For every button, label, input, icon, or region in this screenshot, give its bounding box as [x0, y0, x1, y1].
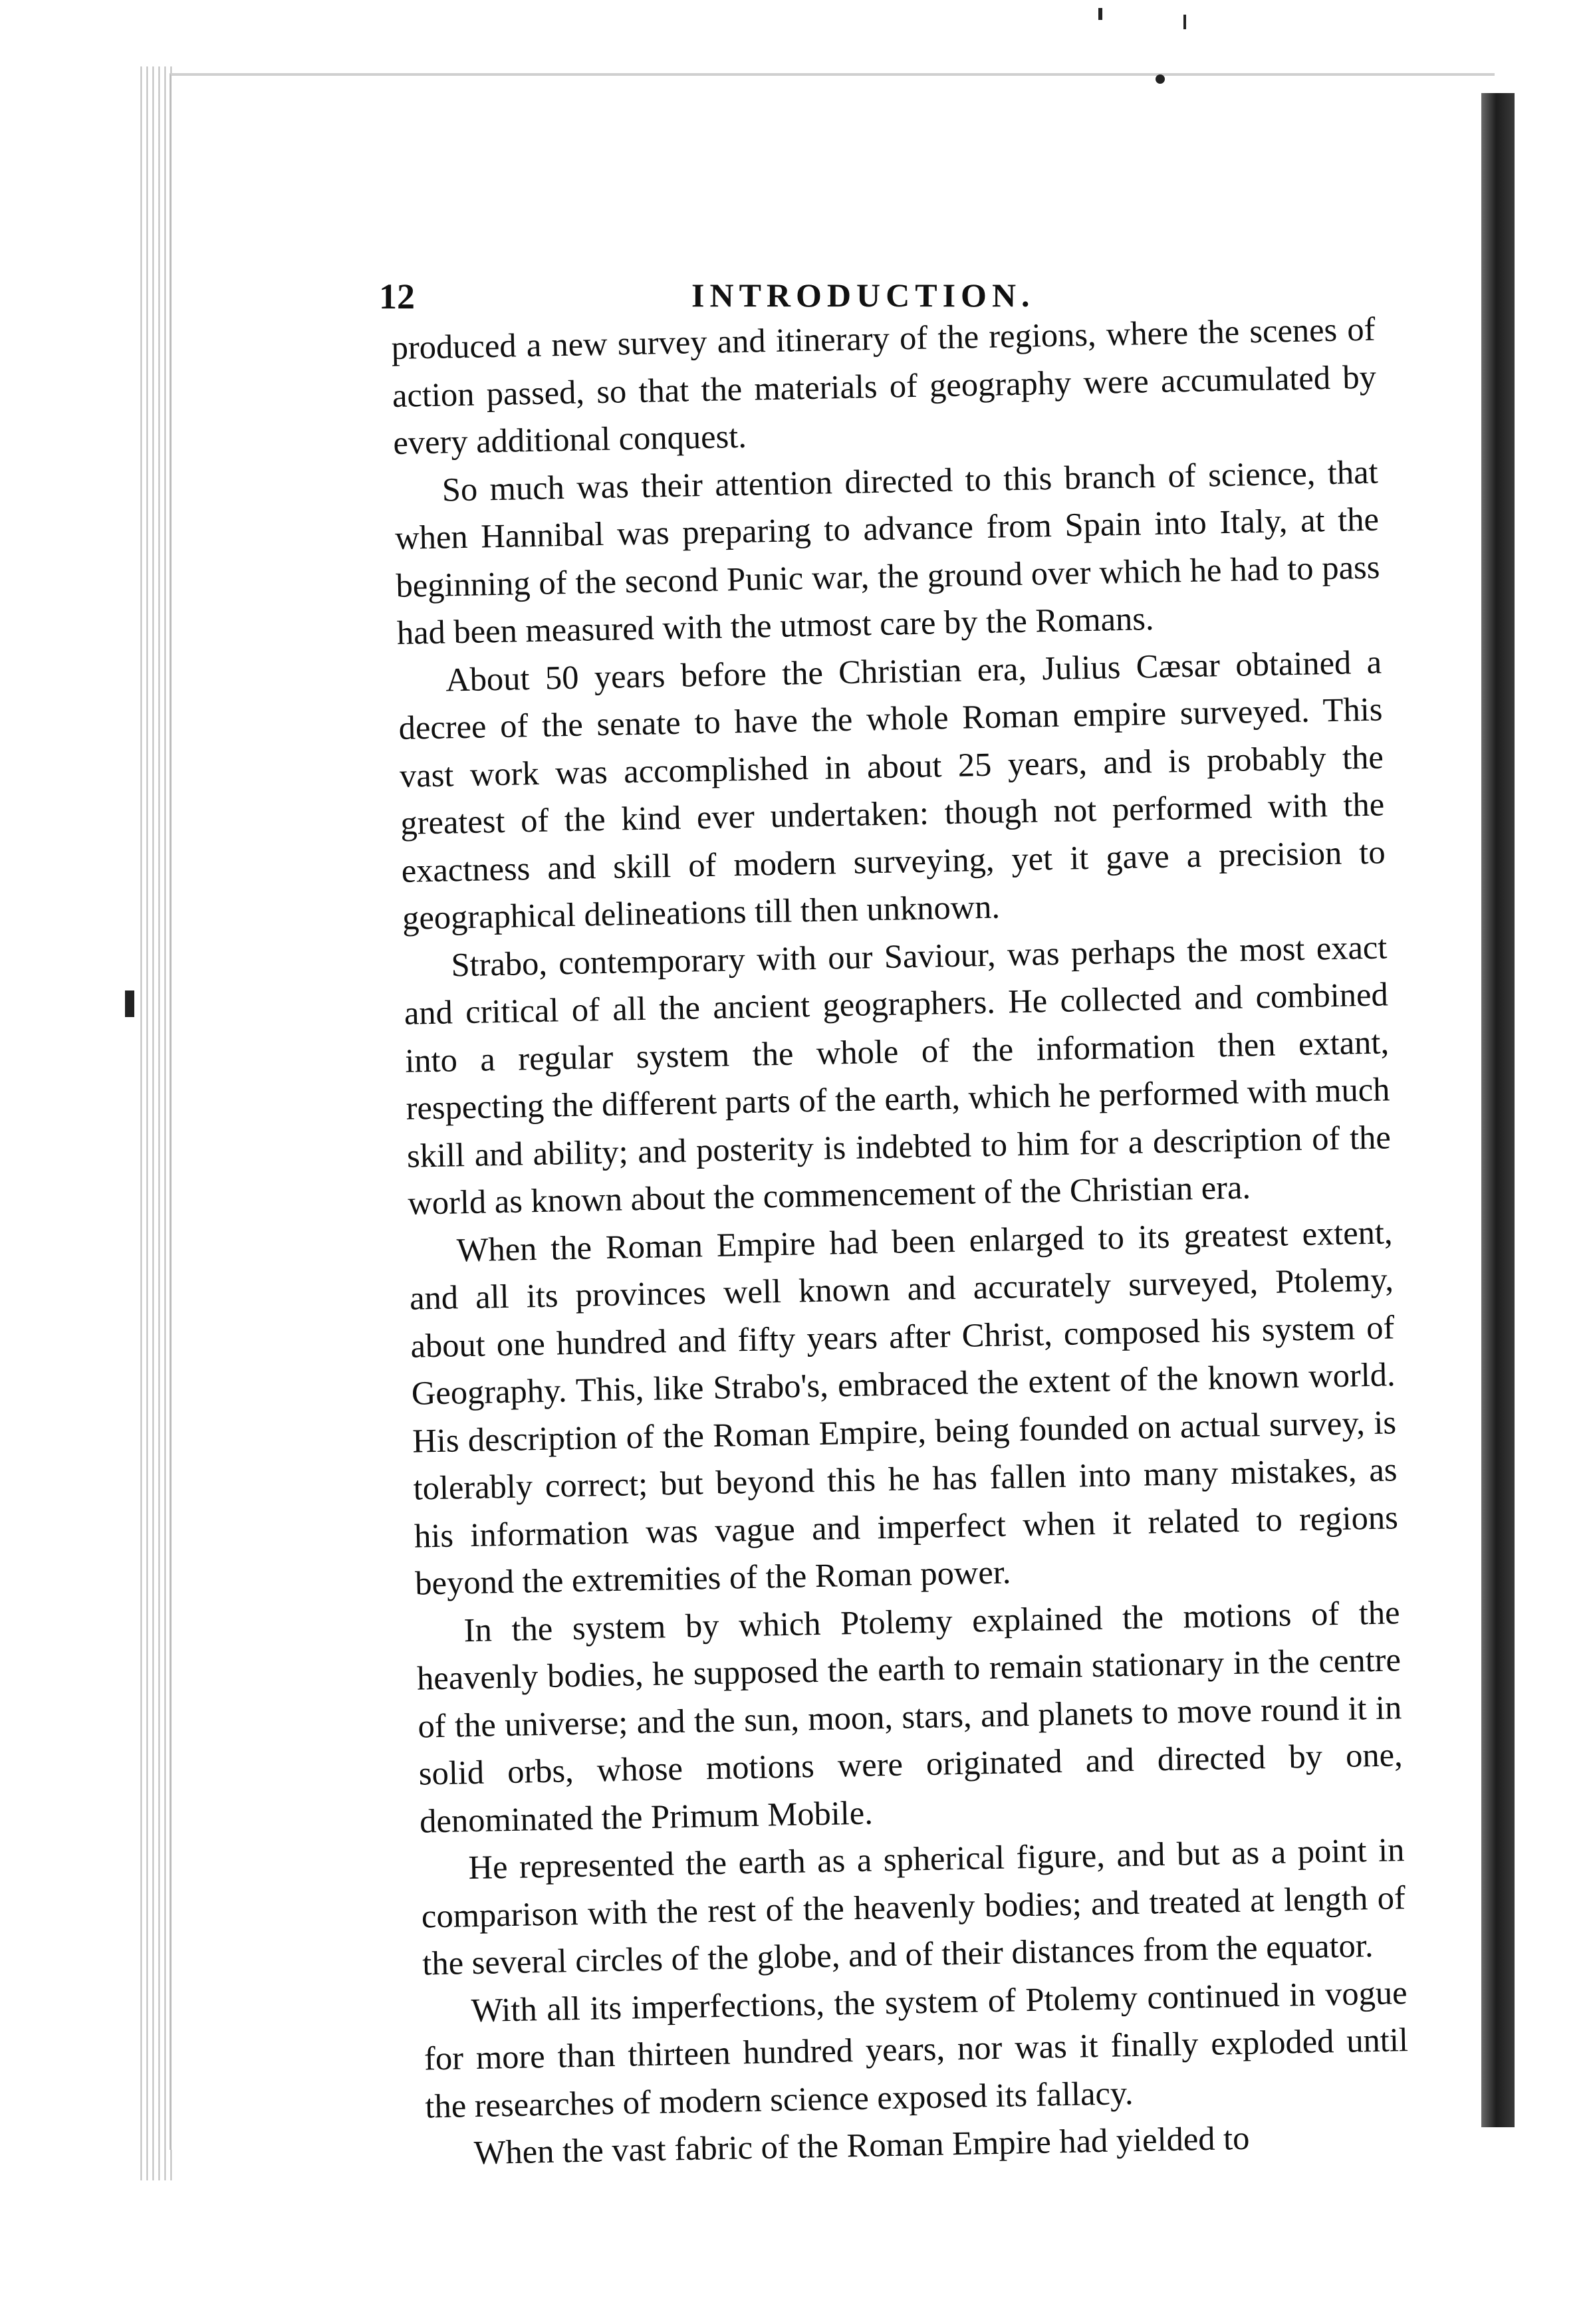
- paragraph: produced a new survey and itinerary of the regions, where the scenes of action passed, so that the materials of geography were accumulated by every additional conquest.: [391, 310, 1377, 461]
- paragraph: About 50 years before the Christian era, Julius Cæsar obtained a decree of the senate to have the whole Roman empire surveyed. This vast work was accomplished in about 25 years, and is probably the greatest of the kind ever undertaken: though not performed with the exactness and skill of modern surveying, yet it gave a precision to geographical delineations till then unknown.: [398, 642, 1386, 937]
- paragraph: Strabo, contemporary with our Saviour, was perhaps the most exact and critical of all the ancient geographers. He collected and combined into a regular system the whole of the information then extant, respecting the different parts of the earth, which he performed with much skill and ability; and posterity is indebted to him for a description of the world as known about the commencement of the Christian era.: [404, 927, 1392, 1222]
- paragraph: So much was their attention directed to this branch of science, that when Hannibal was preparing to advance from Spain into Italy, at the beginning of the second Punic war, the ground over which he had to pass had been measured with the utmost care by the Romans.: [394, 453, 1380, 651]
- page-number: 12: [379, 277, 415, 316]
- paragraph: He represented the earth as a spherical figure, and but as a point in comparison with the rest of the heavenly bodies; and treated at length of the several circles of the globe, and of their distances from the equator.: [421, 1831, 1406, 1982]
- running-title: INTRODUCTION.: [691, 277, 1035, 314]
- scan-mark: [1183, 15, 1186, 29]
- body-text: [391, 306, 1410, 2178]
- paragraph: With all its imperfections, the system of Ptolemy continued in vogue for more than thirteen hundred years, nor was it finally exploded until the researches of modern science exposed its fallacy.: [424, 1973, 1409, 2125]
- scan-mark: [125, 990, 134, 1017]
- scan-mark: [1156, 74, 1165, 84]
- paragraph: In the system by which Ptolemy explained the motions of the heavenly bodies, he supposed the earth to remain stationary in the centre of the universe; and the sun, moon, stars, and planets to move round it in solid orbs, whose motions were originated and directed by one, denominated the Primum Mobile.: [416, 1593, 1404, 1840]
- paragraph: When the vast fabric of the Roman Empire had yielded to: [473, 2119, 1250, 2172]
- right-page-edge-shadow: [1481, 93, 1515, 2127]
- scan-mark: [1098, 8, 1102, 20]
- paragraph: When the Roman Empire had been enlarged to its greatest extent, and all its provinces well known and accurately surveyed, Ptolemy, about one hundred and fifty years after Christ, composed his system of Geography. This, like Strabo's, embraced the extent of the known world. His description of the Roman Empire, being founded on actual survey, is tolerably correct; but beyond this he has fallen into many mistakes, as his information was vague and imperfect when it related to regions beyond the extremities of the Roman power.: [409, 1213, 1399, 1602]
